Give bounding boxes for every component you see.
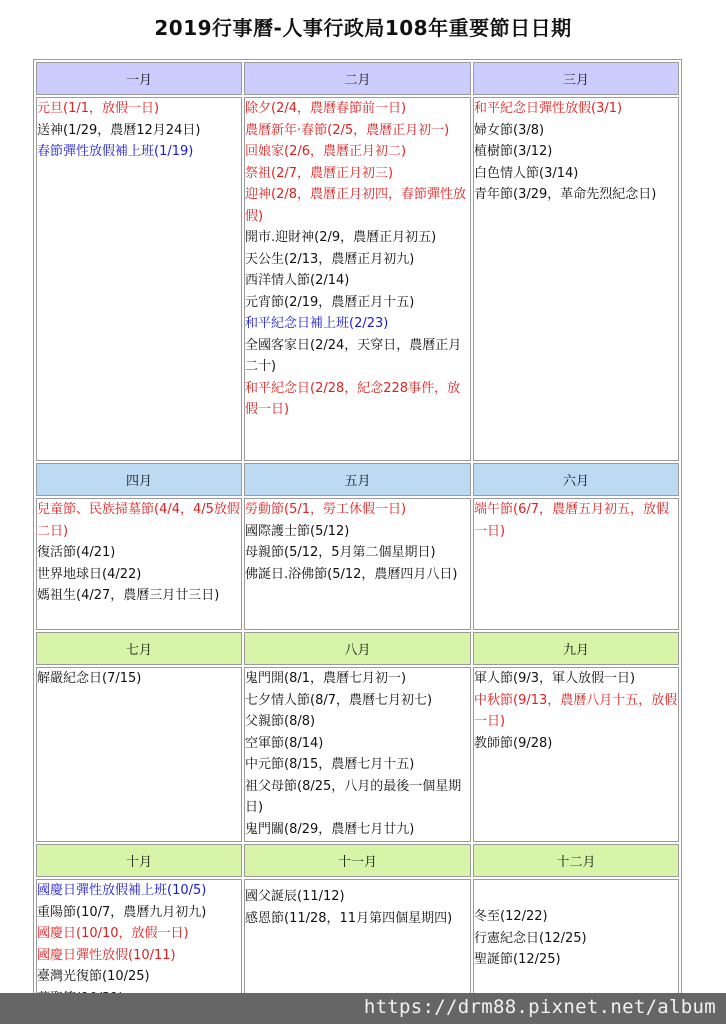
holiday-entry: 中秋節(9/13，農曆八月十五，放假一日) xyxy=(474,692,678,729)
holiday-entry: 鬼門開(8/1，農曆七月初一) xyxy=(245,671,407,686)
month-events-feb xyxy=(244,97,471,461)
holiday-entry: 和平紀念日補上班(2/23) xyxy=(245,316,389,331)
holiday-entry: 祖父母節(8/25，八月的最後一個星期日) xyxy=(245,778,462,815)
holiday-entry: 天公生(2/13，農曆正月初九) xyxy=(245,251,415,267)
holiday-entry: 國慶日(10/10，放假一日) xyxy=(37,926,189,941)
holiday-entry: 春節彈性放假補上班(1/19) xyxy=(37,144,194,159)
holiday-entry: 全國客家日(2/24，天穿日，農曆正月二十) xyxy=(245,337,462,374)
holiday-entry: 青年節(3/29，革命先烈紀念日) xyxy=(474,187,657,202)
holiday-entry: 婦女節(3/8) xyxy=(474,122,545,138)
holiday-entry: 佛誕日.浴佛節(5/12，農曆四月八日) xyxy=(245,566,458,582)
holiday-entry: 七夕情人節(8/7，農曆七月初七) xyxy=(245,692,433,708)
page-title: 2019行事曆-人事行政局108年重要節日日期 xyxy=(154,16,572,40)
holiday-entry: 解嚴紀念日(7/15) xyxy=(37,671,142,686)
holiday-entry: 勞動節(5/1，勞工休假一日) xyxy=(245,502,407,517)
holiday-entry: 植樹節(3/12) xyxy=(474,144,553,159)
month-events-jun xyxy=(473,498,679,630)
content-row-q2 xyxy=(36,498,679,630)
month-events-may xyxy=(244,498,471,630)
holiday-entry: 軍人節(9/3，軍人放假一日) xyxy=(474,671,636,686)
holiday-entry: 行憲紀念日(12/25) xyxy=(474,930,587,946)
holiday-entry: 迎神(2/8，農曆正月初四，春節彈性放假) xyxy=(245,187,466,224)
month-header-sep: 九月 xyxy=(473,632,679,665)
content-row-q1 xyxy=(36,97,679,461)
holiday-entry: 和平紀念日(2/28，紀念228事件，放假一日) xyxy=(245,380,461,417)
header-row-q1 xyxy=(36,62,679,95)
header-row-q2 xyxy=(36,463,679,496)
holiday-entry: 元旦(1/1，放假一日) xyxy=(37,101,160,116)
month-header-oct: 十月 xyxy=(36,844,242,877)
month-header-feb: 二月 xyxy=(244,62,471,95)
holiday-entry: 重陽節(10/7，農曆九月初九) xyxy=(37,904,207,920)
holiday-entry: 媽祖生(4/27，農曆三月廿三日) xyxy=(37,588,220,603)
month-header-apr: 四月 xyxy=(36,463,242,496)
month-header-jan: 一月 xyxy=(36,62,242,95)
holiday-entry: 空軍節(8/14) xyxy=(245,735,324,751)
holiday-entry: 兒童節、民族掃墓節(4/4，4/5放假二日) xyxy=(37,502,240,539)
holiday-calendar-table xyxy=(33,59,682,1022)
holiday-entry: 國慶日彈性放假(10/11) xyxy=(37,947,176,963)
holiday-entry: 和平紀念日彈性放假(3/1) xyxy=(474,101,623,116)
month-header-jul: 七月 xyxy=(36,632,242,665)
holiday-entry: 鬼門關(8/29，農曆七月廿九) xyxy=(245,821,415,837)
holiday-entry: 祭祖(2/7，農曆正月初三) xyxy=(245,165,394,181)
holiday-entry: 送神(1/29，農曆12月24日) xyxy=(37,122,201,138)
holiday-entry: 母親節(5/12，5月第二個星期日) xyxy=(245,545,436,560)
holiday-entry: 國慶日彈性放假補上班(10/5) xyxy=(37,883,207,898)
holiday-entry: 元宵節(2/19，農曆正月十五) xyxy=(245,294,415,310)
content-row-q3 xyxy=(36,667,679,842)
month-header-may: 五月 xyxy=(244,463,471,496)
holiday-entry: 世界地球日(4/22) xyxy=(37,566,142,582)
watermark-url: https://drm88.pixnet.net/album xyxy=(363,996,716,1018)
holiday-entry: 聖誕節(12/25) xyxy=(474,952,561,967)
holiday-entry: 臺灣光復節(10/25) xyxy=(37,969,150,984)
holiday-entry: 中元節(8/15，農曆七月十五) xyxy=(245,757,415,772)
header-row-q3 xyxy=(36,632,679,665)
holiday-entry: 教師節(9/28) xyxy=(474,735,553,751)
month-events-jan xyxy=(36,97,242,461)
month-events-aug xyxy=(244,667,471,842)
holiday-entry: 復活節(4/21) xyxy=(37,545,116,560)
watermark-bar xyxy=(0,993,726,1024)
month-events-apr xyxy=(36,498,242,630)
holiday-entry: 西洋情人節(2/14) xyxy=(245,273,350,288)
holiday-entry: 父親節(8/8) xyxy=(245,714,316,729)
holiday-entry: 國際護士節(5/12) xyxy=(245,523,350,539)
holiday-entry: 端午節(6/7，農曆五月初五，放假一日) xyxy=(474,502,669,539)
month-header-jun: 六月 xyxy=(473,463,679,496)
holiday-entry: 冬至(12/22) xyxy=(474,909,548,924)
month-header-dec: 十二月 xyxy=(473,844,679,877)
month-header-aug: 八月 xyxy=(244,632,471,665)
holiday-entry: 國父誕辰(11/12) xyxy=(245,889,345,904)
holiday-entry: 回娘家(2/6，農曆正月初二) xyxy=(245,144,407,159)
month-events-mar xyxy=(473,97,679,461)
holiday-entry: 感恩節(11/28，11月第四個星期四) xyxy=(245,910,453,926)
month-header-mar: 三月 xyxy=(473,62,679,95)
month-header-nov: 十一月 xyxy=(244,844,471,877)
holiday-entry: 除夕(2/4，農曆春節前一日) xyxy=(245,101,407,116)
holiday-entry: 白色情人節(3/14) xyxy=(474,165,579,181)
month-events-sep xyxy=(473,667,679,842)
holiday-entry: 開市.迎財神(2/9，農曆正月初五) xyxy=(245,230,437,245)
holiday-entry: 農曆新年‧春節(2/5，農曆正月初一) xyxy=(245,122,450,138)
header-row-q4 xyxy=(36,844,679,877)
month-events-jul xyxy=(36,667,242,842)
